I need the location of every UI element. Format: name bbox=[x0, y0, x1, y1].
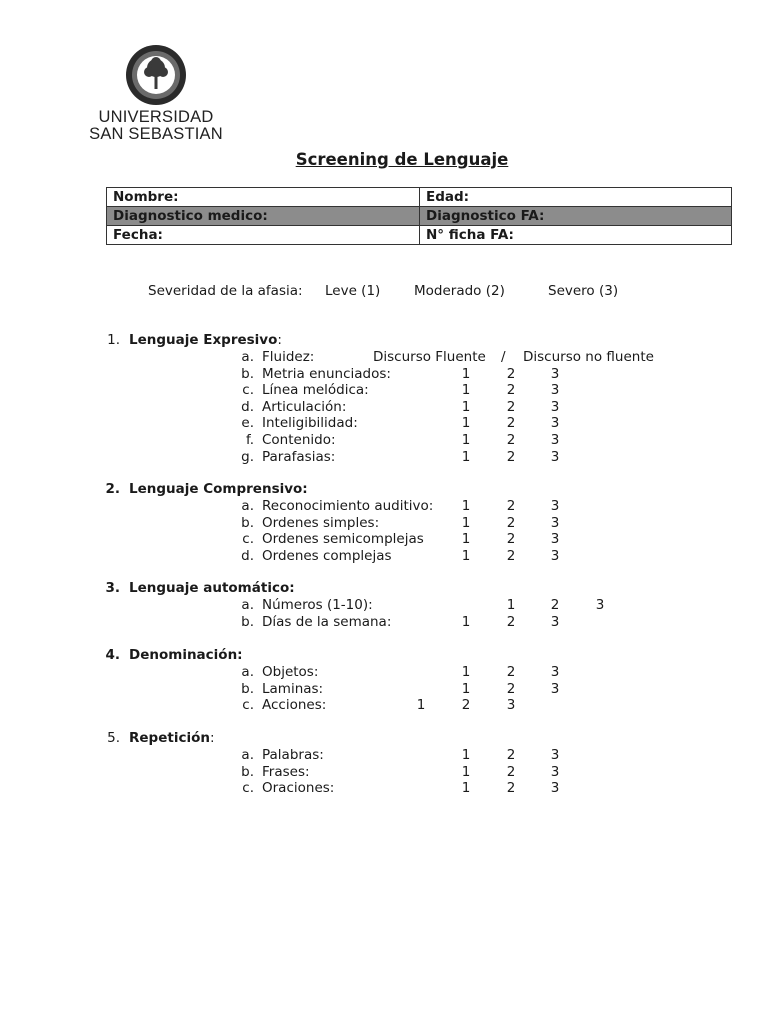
score-option[interactable]: 3 bbox=[550, 681, 560, 697]
item-label: Objetos: bbox=[262, 664, 319, 680]
score-option[interactable]: 3 bbox=[550, 548, 560, 564]
item-label: Metria enunciados: bbox=[262, 366, 391, 382]
section-number: 2. bbox=[105, 481, 120, 497]
section-title: Denominación: bbox=[129, 647, 243, 663]
item-letter: b. bbox=[241, 614, 254, 630]
item-letter: b. bbox=[241, 764, 254, 780]
item-letter: b. bbox=[241, 515, 254, 531]
item-letter: c. bbox=[242, 531, 254, 547]
info-row bbox=[107, 207, 732, 226]
score-option[interactable]: 1 bbox=[461, 515, 471, 531]
score-option[interactable]: 2 bbox=[506, 515, 516, 531]
score-option[interactable]: 1 bbox=[461, 747, 471, 763]
score-option[interactable]: 3 bbox=[550, 432, 560, 448]
item-label: Palabras: bbox=[262, 747, 324, 763]
score-option[interactable]: 1 bbox=[461, 664, 471, 680]
severity-option-severo[interactable]: Severo (3) bbox=[548, 283, 619, 299]
score-option[interactable]: 1 bbox=[506, 597, 516, 613]
score-option[interactable]: 1 bbox=[461, 415, 471, 431]
score-option[interactable]: 3 bbox=[550, 747, 560, 763]
score-option[interactable]: 2 bbox=[506, 399, 516, 415]
item-letter: f. bbox=[245, 432, 254, 448]
section-title: Lenguaje Expresivo: bbox=[129, 332, 282, 348]
item-label: Inteligibilidad: bbox=[262, 415, 358, 431]
score-option[interactable]: 1 bbox=[461, 498, 471, 514]
item-letter: c. bbox=[242, 780, 254, 796]
score-option[interactable]: 1 bbox=[461, 366, 471, 382]
score-option[interactable]: 2 bbox=[506, 764, 516, 780]
score-option[interactable]: 3 bbox=[550, 780, 560, 796]
score-option[interactable]: 3 bbox=[550, 531, 560, 547]
score-option[interactable]: 1 bbox=[461, 531, 471, 547]
diagnostico-fa-field[interactable]: Diagnostico FA: bbox=[420, 207, 732, 226]
university-seal-icon bbox=[125, 44, 187, 106]
section-number: 1. bbox=[107, 332, 120, 348]
fecha-field[interactable]: Fecha: bbox=[107, 226, 420, 245]
score-option[interactable]: 3 bbox=[550, 366, 560, 382]
item-letter: b. bbox=[241, 366, 254, 382]
logo-line-1: UNIVERSIDAD bbox=[98, 108, 214, 126]
info-row bbox=[107, 226, 732, 245]
score-option[interactable]: 3 bbox=[595, 597, 605, 613]
item-label: Parafasias: bbox=[262, 449, 336, 465]
score-option[interactable]: 2 bbox=[506, 664, 516, 680]
score-option[interactable]: 3 bbox=[550, 664, 560, 680]
item-label: Contenido: bbox=[262, 432, 336, 448]
section-number: 3. bbox=[105, 580, 120, 596]
item-label: Oraciones: bbox=[262, 780, 335, 796]
item-label: Línea melódica: bbox=[262, 382, 369, 398]
section-number: 5. bbox=[107, 730, 120, 746]
score-option[interactable]: 3 bbox=[550, 764, 560, 780]
score-option[interactable]: 3 bbox=[506, 697, 516, 713]
score-option[interactable]: 2 bbox=[550, 597, 560, 613]
item-label: Laminas: bbox=[262, 681, 324, 697]
item-label: Ordenes simples: bbox=[262, 515, 380, 531]
score-option[interactable]: 1 bbox=[461, 614, 471, 630]
score-option[interactable]: 1 bbox=[461, 764, 471, 780]
score-option[interactable]: 2 bbox=[506, 614, 516, 630]
score-option[interactable]: 1 bbox=[461, 681, 471, 697]
section-title: Lenguaje Comprensivo: bbox=[129, 481, 308, 497]
score-option[interactable]: 1 bbox=[461, 432, 471, 448]
item-letter: c. bbox=[242, 382, 254, 398]
item-letter: a. bbox=[241, 664, 254, 680]
score-option[interactable]: 2 bbox=[461, 697, 471, 713]
score-option[interactable]: 2 bbox=[506, 432, 516, 448]
item-label: Días de la semana: bbox=[262, 614, 392, 630]
score-option[interactable]: 3 bbox=[550, 614, 560, 630]
patient-info-table bbox=[106, 187, 732, 245]
item-label: Fluidez: bbox=[262, 349, 315, 365]
item-label: Ordenes semicomplejas bbox=[262, 531, 424, 547]
severity-option-leve[interactable]: Leve (1) bbox=[325, 283, 381, 299]
section-title: Repetición: bbox=[129, 730, 215, 746]
item-letter: d. bbox=[241, 548, 254, 564]
score-option[interactable]: 3 bbox=[550, 399, 560, 415]
score-option[interactable]: 3 bbox=[550, 415, 560, 431]
item-letter: a. bbox=[241, 349, 254, 365]
item-letter: c. bbox=[242, 697, 254, 713]
item-label: Articulación: bbox=[262, 399, 347, 415]
item-letter: b. bbox=[241, 681, 254, 697]
item-letter: e. bbox=[241, 415, 254, 431]
diagnostico-medico-field[interactable]: Diagnostico medico: bbox=[107, 207, 420, 226]
score-option[interactable]: 2 bbox=[506, 747, 516, 763]
score-option[interactable]: 3 bbox=[550, 449, 560, 465]
fluidez-slash: / bbox=[501, 349, 506, 365]
score-option[interactable]: 1 bbox=[461, 449, 471, 465]
score-option[interactable]: 2 bbox=[506, 681, 516, 697]
nombre-field[interactable]: Nombre: bbox=[107, 188, 420, 207]
item-letter: a. bbox=[241, 747, 254, 763]
severity-option-moderado[interactable]: Moderado (2) bbox=[414, 283, 505, 299]
score-option[interactable]: 2 bbox=[506, 366, 516, 382]
info-row bbox=[107, 188, 732, 207]
score-option[interactable]: 2 bbox=[506, 548, 516, 564]
score-option[interactable]: 2 bbox=[506, 531, 516, 547]
item-label: Acciones: bbox=[262, 697, 327, 713]
item-letter: a. bbox=[241, 498, 254, 514]
score-option[interactable]: 2 bbox=[506, 498, 516, 514]
score-option[interactable]: 2 bbox=[506, 382, 516, 398]
item-letter: d. bbox=[241, 399, 254, 415]
section-number: 4. bbox=[105, 647, 120, 663]
severity-label: Severidad de la afasia: bbox=[148, 283, 303, 299]
score-option[interactable]: 1 bbox=[461, 382, 471, 398]
item-label: Reconocimiento auditivo: bbox=[262, 498, 434, 514]
score-option[interactable]: 2 bbox=[506, 780, 516, 796]
score-option[interactable]: 1 bbox=[461, 399, 471, 415]
score-option[interactable]: 2 bbox=[506, 449, 516, 465]
section-title: Lenguaje automático: bbox=[129, 580, 295, 596]
page-title: Screening de Lenguaje bbox=[295, 150, 509, 169]
logo-line-2: SAN SEBASTIAN bbox=[89, 125, 223, 143]
item-label: Ordenes complejas bbox=[262, 548, 392, 564]
fluidez-nonfluent-option[interactable]: Discurso no fluente bbox=[523, 349, 654, 365]
edad-field[interactable]: Edad: bbox=[420, 188, 732, 207]
item-label: Frases: bbox=[262, 764, 310, 780]
university-logo bbox=[88, 42, 224, 144]
score-option[interactable]: 1 bbox=[416, 697, 426, 713]
score-option[interactable]: 3 bbox=[550, 515, 560, 531]
item-label: Números (1-10): bbox=[262, 597, 373, 613]
item-letter: a. bbox=[241, 597, 254, 613]
score-option[interactable]: 3 bbox=[550, 382, 560, 398]
score-option[interactable]: 3 bbox=[550, 498, 560, 514]
fluidez-fluent-option[interactable]: Discurso Fluente bbox=[373, 349, 486, 365]
score-option[interactable]: 1 bbox=[461, 780, 471, 796]
ficha-fa-field[interactable]: N° ficha FA: bbox=[420, 226, 732, 245]
score-option[interactable]: 1 bbox=[461, 548, 471, 564]
score-option[interactable]: 2 bbox=[506, 415, 516, 431]
item-letter: g. bbox=[241, 449, 254, 465]
